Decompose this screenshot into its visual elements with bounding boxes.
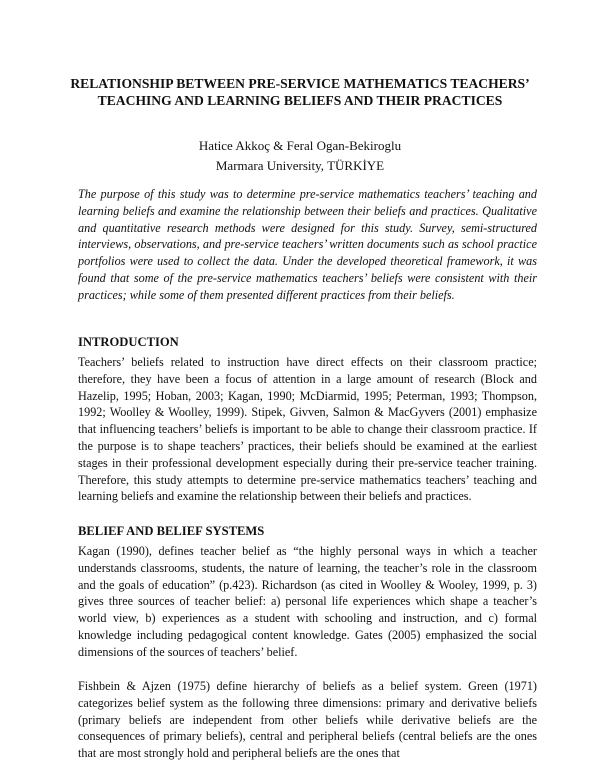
introduction-paragraph: Teachers’ beliefs related to instruction have direct effects on their classroom practice; therefore, they have been a focus of attention in a large amount of research (Block and Hazelip, 1995; Hoban, 2003; Kagan, 1990; McDiarmid, 1995; Peterman, 1993; Thompson, 1992; Woolley & Woolley, 1999). Stipek, Givven, Salmon & MacGyvers (2001) emphasize that influencing teachers’ beliefs is important to be able to change their classroom practice. If the purpose is to shape teachers’ practices, their beliefs should be examined at the earliest stages in their professional development especially during their pre-service teacher training. Therefore, this study attempts to determine pre-service mathematics teachers’ teaching and learning beliefs and examine the relationship between their beliefs and practices. <box>78 355 537 504</box>
author-affiliation: Marmara University, TÜRKİYE <box>215 158 385 173</box>
section-heading-belief-systems: BELIEF AND BELIEF SYSTEMS <box>78 524 265 538</box>
paper-title: RELATIONSHIP BETWEEN PRE-SERVICE MATHEMATICS TEACHERS’ TEACHING AND LEARNING BELIEFS AND THEIR PRACTICES <box>70 76 530 108</box>
belief-paragraph-1: Kagan (1990), defines teacher belief as “the highly personal ways in which a teacher understands classrooms, students, the nature of learning, the teacher’s role in the classroom and the goals of education” (p.423). Richardson (as cited in Woolley & Wooley, 1999, p. 3) gives three sources of teacher belief: a) personal life experiences which shape a teacher’s world view, b) experiences as a student with schooling and instruction, and c) formal knowledge including pedagogical content knowledge. Gates (2005) emphasized the social dimensions of the sources of teachers’ belief. <box>78 544 537 659</box>
section-heading-introduction: INTRODUCTION <box>78 335 179 349</box>
author-names: Hatice Akkoç & Feral Ogan-Bekiroglu <box>198 138 402 153</box>
abstract: The purpose of this study was to determine pre-service mathematics teachers’ teaching and learning beliefs and examine the relationship between their beliefs and practices. Qualitative and quantitative research methods were designed for this study. Survey, semi-structured interviews, observations, and pre-service teachers’ written documents such as school practice portfolios were used to collect the data. Under the developed theoretical framework, it was found that some of the pre-service mathematics teachers’ beliefs were consistent with their practices; while some of them presented different practices from their beliefs. <box>78 187 537 302</box>
belief-paragraph-2: Fishbein & Ajzen (1975) define hierarchy of beliefs as a belief system. Green (1971) categorizes belief system as the following three dimensions: primary and derivative beliefs (primary beliefs are independent from other beliefs while derivative beliefs are the consequences of primary beliefs), central and peripheral beliefs (central beliefs are the ones that are most strongly hold and peripheral beliefs are the ones that <box>78 679 537 761</box>
